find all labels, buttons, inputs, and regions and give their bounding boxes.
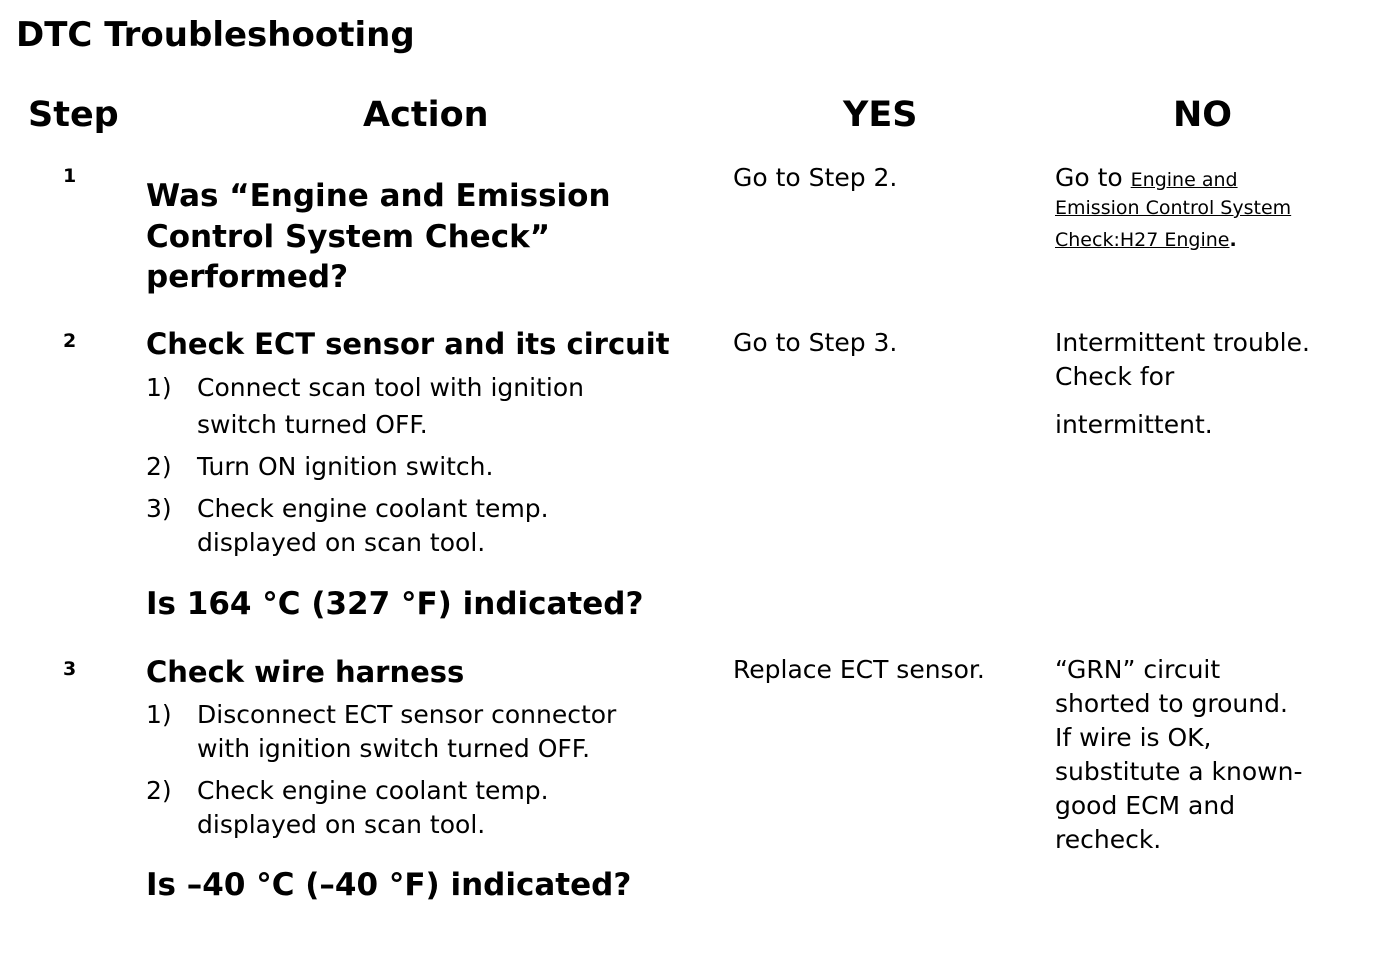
substep-text: displayed on scan tool. — [197, 528, 486, 557]
no-action-line: “GRN” circuit — [1055, 655, 1221, 684]
no-action — [1055, 161, 1238, 197]
yes-action: Go to Step 3. — [733, 328, 898, 357]
substep-number: 1) — [146, 373, 172, 402]
step-number: 1 — [63, 165, 77, 187]
no-action-line: substitute a known- — [1055, 757, 1303, 786]
no-action-line: If wire is OK, — [1055, 723, 1212, 752]
action-question: Is 164 °C (327 °F) indicated? — [146, 586, 644, 622]
substep-text: displayed on scan tool. — [197, 810, 486, 839]
no-action-line: good ECM and — [1055, 791, 1236, 820]
yes-action: Replace ECT sensor. — [733, 655, 985, 684]
action-heading: Check wire harness — [146, 655, 465, 689]
no-action-line: shorted to ground. — [1055, 689, 1288, 718]
substep-number: 3) — [146, 494, 172, 523]
column-header-yes: YES — [843, 95, 918, 135]
substep-text: Connect scan tool with ignition — [197, 373, 584, 402]
page-title: DTC Troubleshooting — [16, 15, 415, 55]
action-heading: Check ECT sensor and its circuit — [146, 327, 670, 361]
yes-action: Go to Step 2. — [733, 163, 898, 192]
substep-text: Turn ON ignition switch. — [197, 452, 494, 481]
no-action-link-line — [1055, 229, 1237, 251]
action-question-line: performed? — [146, 259, 349, 295]
substep-number: 2) — [146, 776, 172, 805]
action-question: Is –40 °C (–40 °F) indicated? — [146, 867, 632, 903]
no-action-line: Intermittent trouble. — [1055, 328, 1310, 357]
column-header-step: Step — [28, 95, 119, 135]
substep-text: switch turned OFF. — [197, 410, 428, 439]
no-action-line: intermittent. — [1055, 410, 1213, 439]
column-header-action: Action — [363, 95, 489, 135]
substep-text: with ignition switch turned OFF. — [197, 734, 591, 763]
no-action-prefix: Go to — [1055, 163, 1131, 192]
engine-emission-check-link[interactable]: Check:H27 Engine — [1055, 229, 1230, 251]
substep-text: Disconnect ECT sensor connector — [197, 700, 617, 729]
column-header-no: NO — [1173, 95, 1233, 135]
substep-text: Check engine coolant temp. — [197, 494, 549, 523]
step-number: 2 — [63, 330, 77, 352]
step-number: 3 — [63, 658, 77, 680]
engine-emission-check-link[interactable]: Engine and — [1130, 169, 1238, 191]
no-action-suffix: . — [1229, 229, 1237, 251]
no-action-line: Check for — [1055, 362, 1175, 391]
engine-emission-check-link[interactable]: Emission Control System — [1055, 197, 1292, 219]
action-question-line: Control System Check” — [146, 219, 551, 255]
action-question-line: Was “Engine and Emission — [146, 178, 611, 214]
substep-number: 1) — [146, 700, 172, 729]
substep-text: Check engine coolant temp. — [197, 776, 549, 805]
no-action-line: recheck. — [1055, 825, 1162, 854]
substep-number: 2) — [146, 452, 172, 481]
